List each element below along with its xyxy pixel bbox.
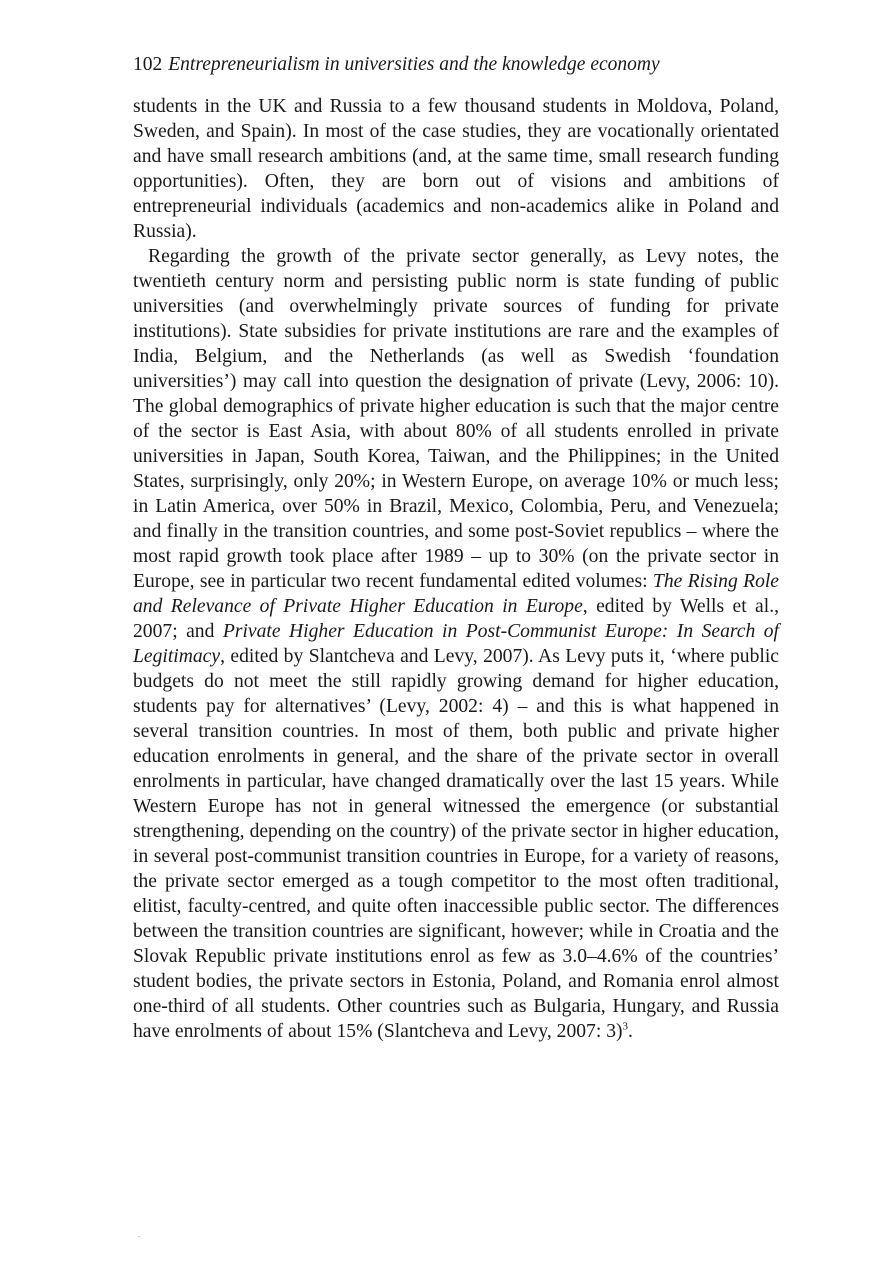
paragraph-2 — [133, 244, 779, 1044]
footnote-mark: 3 — [622, 1020, 629, 1033]
paragraph-2-part-1: Regarding the growth of the private sector generally, as Levy notes, the twentieth century norm and persisting public norm is state funding of public universities (and overwhelmingly private sources of funding for private institutions). State subsidies for private institutions are rare and the examples of India, Belgium, and the Netherlands (as well as Swedish ‘foundation universities’) may call into question the designation of private (Levy, 2006: 10). The global demographics of private higher education is such that the major centre of the sector is East Asia, with about 80% of all students enrolled in private universities in Japan, South Korea, Taiwan, and the Philippines; in the United States, surprisingly, only 20%; in Western Europe, on average 10% or much less; in Latin America, over 50% in Brazil, Mexico, Colombia, Peru, and Venezuela; and finally in the transition countries, and some post-Soviet republics – where the most rapid growth took place after 1989 – up to 30% (on the private sector in Europe, see in particular two recent fundamental edited volumes: — [133, 246, 779, 592]
book-title: Entrepreneurialism in universities and the knowledge economy — [168, 54, 660, 75]
paragraph-2-part-3: , edited by Slantcheva and Levy, 2007). As Levy puts it, ‘where public budgets do not meet the still rapidly growing demand for higher education, students pay for alternatives’ (Levy, 2002: 4) – and this is what happened in several transition countries. In most of them, both public and private higher education enrolments in general, and the share of the private sector in overall enrolments in particular, have changed dramatically over the last 15 years. While Western Europe has not in general witnessed the emergence (or substantial strengthening, depending on the country) of the private sector in higher education, in several post-communist transition countries in Europe, for a variety of reasons, the private sector emerged as a tough competitor to the most often traditional, elitist, faculty-centred, and quite often inaccessible public sector. The differences between the transition countries are significant, however; while in Croatia and the Slovak Republic private institutions enrol as few as 3.0–4.6% of the countries’ student bodies, the private sectors in Estonia, Poland, and Romania enrol almost one-third of all students. Other countries such as Bulgaria, Hungary, and Russia have enrolments of about 15% (Slantcheva and Levy, 2007: 3) — [133, 646, 779, 1042]
book-page — [133, 52, 779, 1044]
book-reference-2: Private Higher Education in Post-Communist Europe: In Search of Legitimacy — [133, 621, 779, 667]
scan-mark — [138, 1236, 140, 1237]
paragraph-2-end: . — [628, 1021, 633, 1042]
paragraph-1: students in the UK and Russia to a few thousand students in Moldova, Poland, Sweden, and Spain). In most of the case studies, they are vocationally orientated and have small research ambitions (and, at the same time, small research funding opportunities). Often, they are born out of visions and ambitions of entrepreneurial individuals (academics and non-academics alike in Poland and Russia). — [133, 96, 779, 242]
running-head — [133, 52, 779, 78]
page-number: 102 — [133, 54, 163, 75]
body-text — [133, 94, 779, 1044]
paragraph-2-part-2: , edited by Wells et al., 2007; and — [133, 596, 779, 642]
book-reference-1: The Rising Role and Relevance of Private Higher Education in Europe — [133, 571, 780, 617]
